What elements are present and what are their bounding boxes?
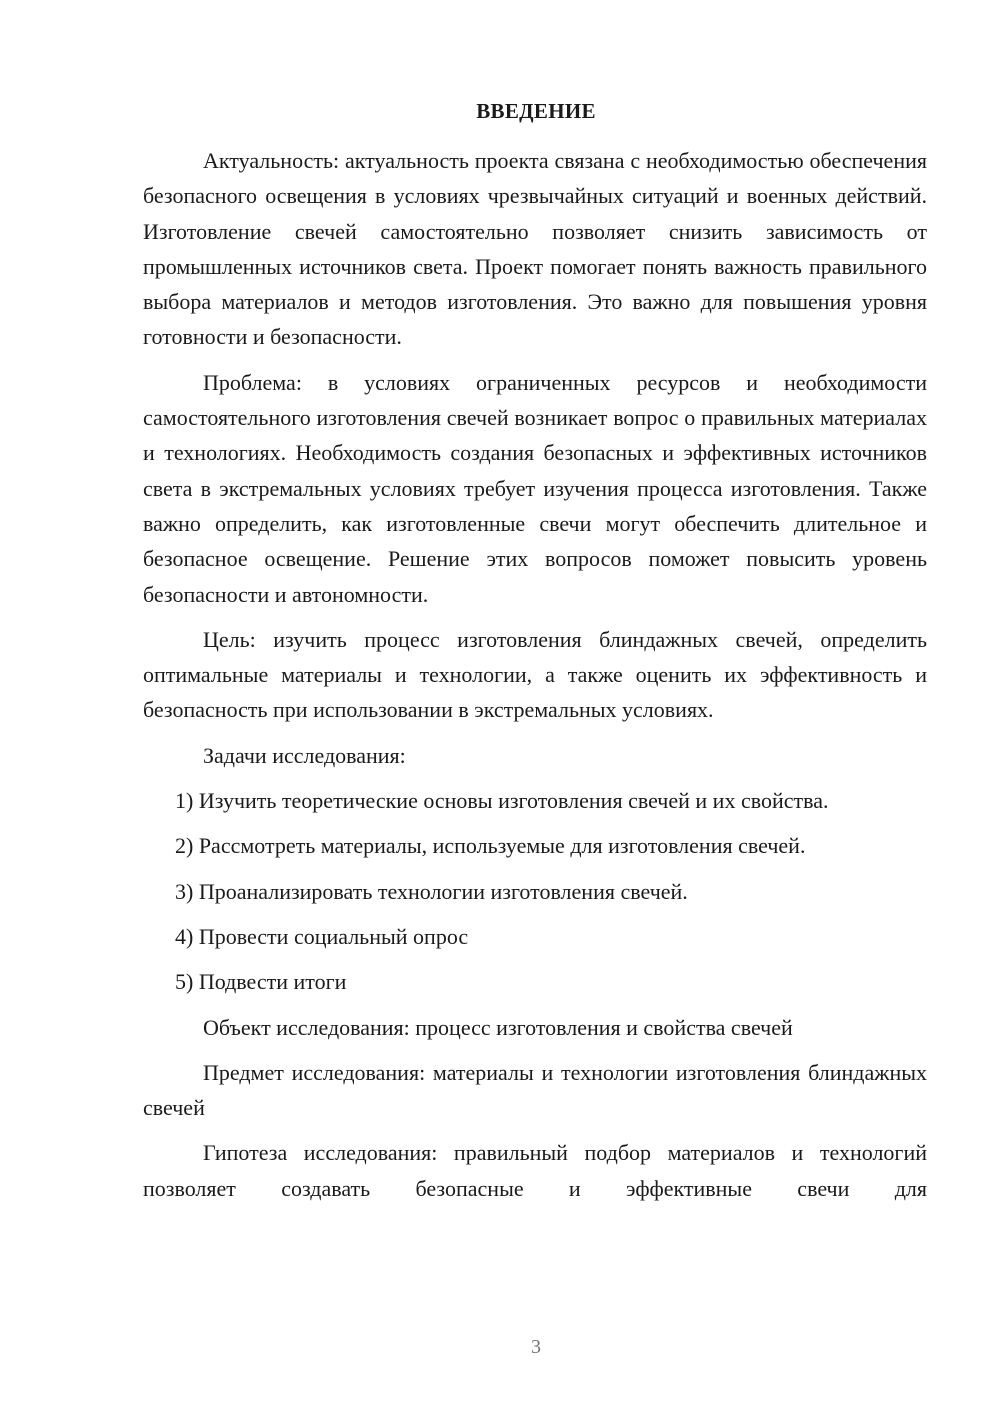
paragraph-subject: Предмет исследования: материалы и технологии изготовления блиндажных свечей [143,1059,927,1121]
tasks-heading: Задачи исследования: [203,742,406,768]
list-item: 3) Проанализировать технологии изготовления свечей. [175,878,688,904]
paragraph-object: Объект исследования: процесс изготовления и свойства свечей [203,1014,793,1040]
paragraph-goal: Цель: изучить процесс изготовления блиндажных свечей, определить оптимальные материалы и технологии, а также оценить их эффективность и безопасность при использовании в экстремальных условиях. [143,626,927,723]
tasks-list [143,783,927,999]
list-item: 2) Рассмотреть материалы, используемые для изготовления свечей. [175,833,806,859]
list-item: 5) Подвести итоги [175,969,347,995]
page-title: ВВЕДЕНИЕ [476,99,596,123]
page-number: 3 [531,1336,541,1358]
paragraph-relevance: Актуальность: актуальность проекта связана с необходимостью обеспечения безопасного освещения в условиях чрезвычайных ситуаций и военных действий. Изготовление свечей самостоятельно позволяет снизить зависимость от промышленных источников света. Проект помогает понять важность правильного выбора материалов и методов изготовления. Это важно для повышения уровня готовности и безопасности. [143,148,927,350]
paragraph-hypothesis: Гипотеза исследования: правильный подбор материалов и технологий позволяет создавать безопасные и эффективные свечи для [143,1140,927,1201]
list-item: 1) Изучить теоретические основы изготовления свечей и их свойства. [175,788,829,814]
document-body [143,143,927,1216]
paragraph-problem: Проблема: в условиях ограниченных ресурсов и необходимости самостоятельного изготовления свечей возникает вопрос о правильных материалах и технологиях. Необходимость создания безопасных и эффективных источников света в экстремальных условиях требует изучения процесса изготовления. Также важно определить, как изготовленные свечи могут обеспечить длительное и безопасное освещение. Решение этих вопросов поможет повысить уровень безопасности и автономности. [143,369,927,607]
list-item: 4) Провести социальный опрос [175,923,469,949]
